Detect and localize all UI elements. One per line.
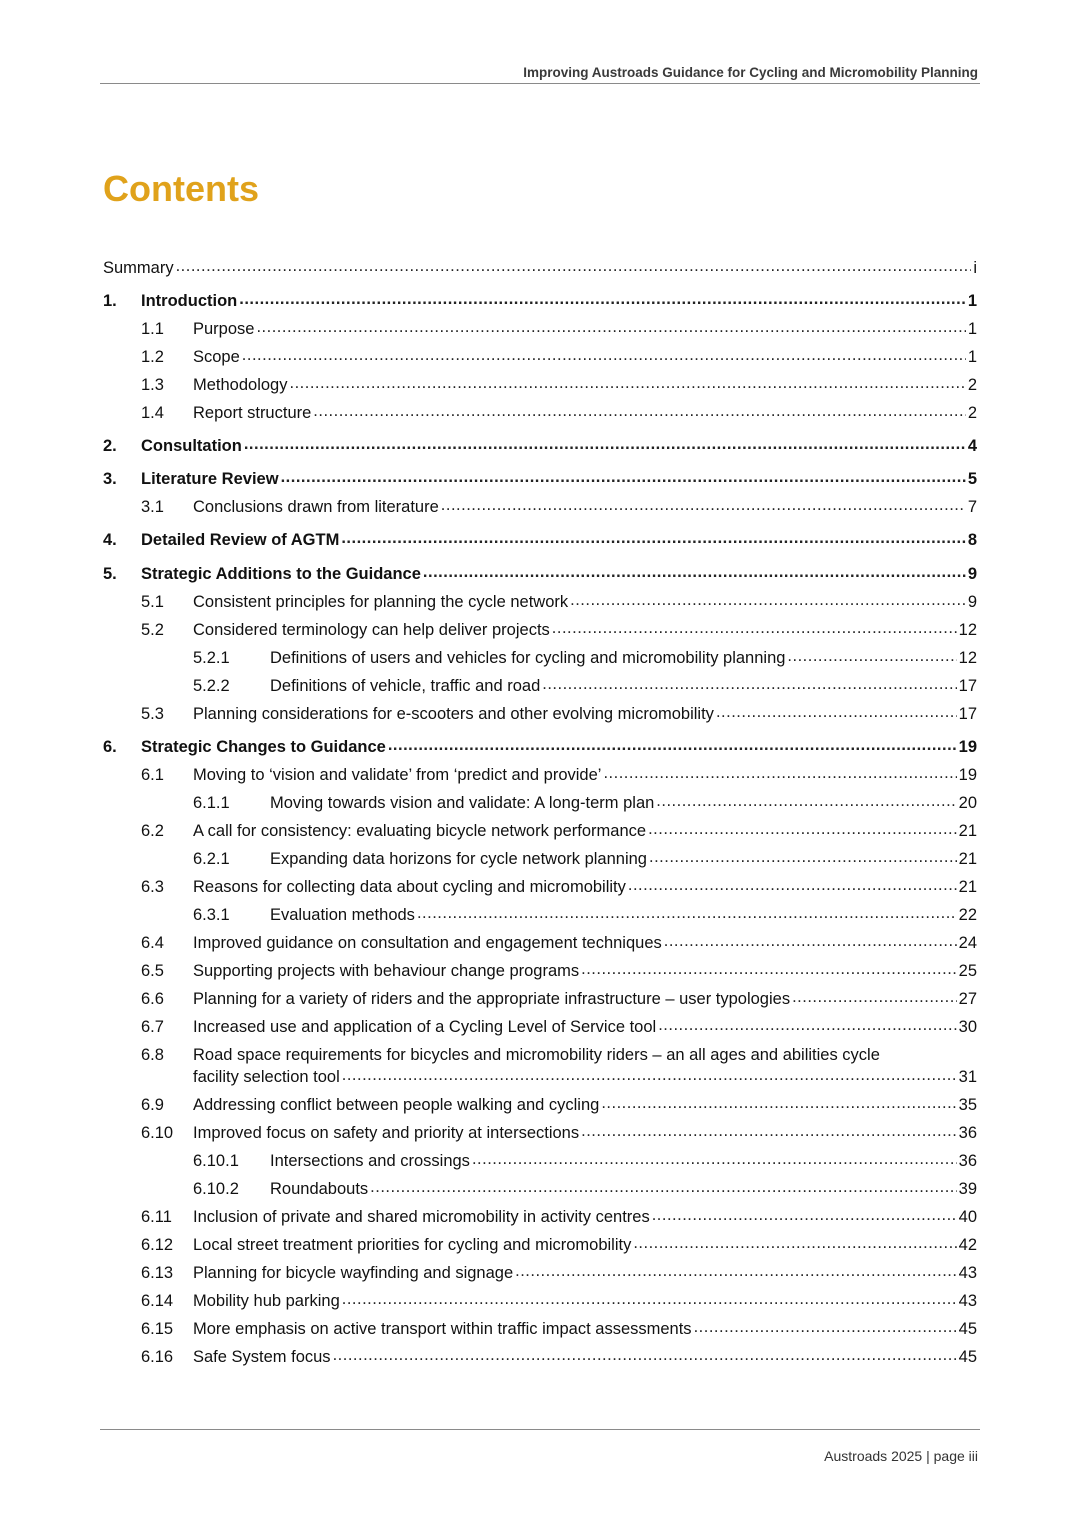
toc-title: More emphasis on active transport within traffic impact assessments bbox=[193, 1320, 692, 1338]
toc-title: Mobility hub parking bbox=[193, 1292, 340, 1310]
toc-title: Definitions of users and vehicles for cycling and micromobility planning bbox=[270, 649, 786, 667]
toc-number: 5.2 bbox=[141, 621, 164, 639]
toc-page-number: 30 bbox=[958, 1018, 977, 1036]
toc-number: 6. bbox=[103, 738, 117, 756]
toc-title: Methodology bbox=[193, 376, 288, 394]
toc-entry[interactable] bbox=[103, 318, 977, 340]
toc-number: 6.1 bbox=[141, 766, 164, 784]
running-header-title: Improving Austroads Guidance for Cycling and Micromobility Planning bbox=[523, 65, 978, 80]
toc-number: 1.4 bbox=[141, 404, 164, 422]
dot-leader bbox=[787, 649, 956, 663]
dot-leader bbox=[313, 404, 966, 418]
toc-entry[interactable] bbox=[103, 529, 977, 551]
toc-page-number: 8 bbox=[967, 531, 977, 549]
toc-number: 6.8 bbox=[141, 1046, 164, 1064]
toc-number: 6.15 bbox=[141, 1320, 174, 1338]
toc-entry[interactable] bbox=[103, 591, 977, 613]
dot-leader bbox=[603, 766, 956, 780]
toc-title: Consistent principles for planning the cycle network bbox=[193, 593, 569, 611]
toc-entry[interactable] bbox=[103, 1150, 977, 1172]
toc-entry[interactable] bbox=[103, 1290, 977, 1312]
toc-page-number: 45 bbox=[958, 1320, 977, 1338]
toc-entry[interactable] bbox=[103, 619, 977, 641]
toc-title: Conclusions drawn from literature bbox=[193, 498, 439, 516]
toc-page-number: 40 bbox=[958, 1208, 977, 1226]
toc-page-number: 12 bbox=[958, 621, 977, 639]
toc-number: 6.5 bbox=[141, 962, 164, 980]
toc-entry[interactable] bbox=[103, 346, 977, 368]
toc-page-number: 2 bbox=[967, 404, 977, 422]
toc-entry[interactable] bbox=[103, 1044, 977, 1066]
toc-number: 6.2.1 bbox=[193, 850, 230, 868]
toc-entry[interactable] bbox=[103, 1346, 977, 1368]
toc-title: Roundabouts bbox=[270, 1180, 369, 1198]
dot-leader bbox=[716, 705, 957, 719]
toc-number: 1.2 bbox=[141, 348, 164, 366]
toc-entry[interactable] bbox=[103, 374, 977, 396]
toc-title: Purpose bbox=[193, 320, 255, 338]
toc-number: 6.10 bbox=[141, 1124, 174, 1142]
toc-page-number: 9 bbox=[967, 565, 977, 583]
toc-entry[interactable] bbox=[103, 1234, 977, 1256]
toc-number: 5. bbox=[103, 565, 117, 583]
toc-title: Definitions of vehicle, traffic and road bbox=[270, 677, 541, 695]
toc-title: Summary bbox=[103, 259, 174, 277]
dot-leader bbox=[341, 531, 965, 545]
toc-page-number: 45 bbox=[958, 1348, 977, 1366]
toc-page-number: 17 bbox=[958, 705, 977, 723]
toc-page-number: 21 bbox=[958, 822, 977, 840]
dot-leader bbox=[242, 348, 966, 362]
dot-leader bbox=[649, 850, 957, 864]
toc-title: Inclusion of private and shared micromobility in activity centres bbox=[193, 1208, 650, 1226]
toc-number: 6.2 bbox=[141, 822, 164, 840]
toc-title: Increased use and application of a Cycling Level of Service tool bbox=[193, 1018, 657, 1036]
toc-number: 6.10.1 bbox=[193, 1152, 239, 1170]
dot-leader bbox=[256, 320, 965, 334]
toc-title: Strategic Additions to the Guidance bbox=[141, 565, 421, 583]
dot-leader bbox=[552, 621, 957, 635]
toc-entry[interactable] bbox=[103, 1094, 977, 1116]
toc-title: Expanding data horizons for cycle network planning bbox=[270, 850, 647, 868]
toc-number: 6.11 bbox=[141, 1208, 172, 1226]
toc-number: 6.16 bbox=[141, 1348, 174, 1366]
toc-page-number: 43 bbox=[958, 1292, 977, 1310]
toc-number: 1. bbox=[103, 292, 117, 310]
dot-leader bbox=[694, 1320, 957, 1334]
toc-page-number: 21 bbox=[958, 850, 977, 868]
dot-leader bbox=[648, 822, 957, 836]
toc-page-number: 24 bbox=[958, 934, 977, 952]
toc-title: Supporting projects with behaviour change programs bbox=[193, 962, 580, 980]
toc-number: 6.6 bbox=[141, 990, 164, 1008]
toc-title: Moving to ‘vision and validate’ from ‘predict and provide’ bbox=[193, 766, 602, 784]
dot-leader bbox=[239, 292, 966, 306]
toc-title: Safe System focus bbox=[193, 1348, 331, 1366]
toc-number: 1.3 bbox=[141, 376, 164, 394]
dot-leader bbox=[472, 1152, 957, 1166]
toc-entry[interactable] bbox=[103, 792, 977, 814]
toc-page-number: 2 bbox=[967, 376, 977, 394]
toc-page-number: 22 bbox=[958, 906, 977, 924]
toc-entry[interactable] bbox=[103, 1122, 977, 1144]
toc-title: Considered terminology can help deliver projects bbox=[193, 621, 550, 639]
toc-number: 5.1 bbox=[141, 593, 164, 611]
dot-leader bbox=[570, 593, 966, 607]
toc-number: 5.2.2 bbox=[193, 677, 230, 695]
toc-page-number: 25 bbox=[958, 962, 977, 980]
dot-leader bbox=[601, 1096, 956, 1110]
dot-leader bbox=[581, 962, 957, 976]
dot-leader bbox=[658, 1018, 956, 1032]
toc-number: 6.3.1 bbox=[193, 906, 230, 924]
dot-leader bbox=[333, 1348, 957, 1362]
toc-entry[interactable] bbox=[103, 257, 977, 279]
dot-leader bbox=[515, 1264, 957, 1278]
toc-title: Literature Review bbox=[141, 470, 279, 488]
toc-page-number: 4 bbox=[967, 437, 977, 455]
toc-number: 3.1 bbox=[141, 498, 164, 516]
toc-title: Strategic Changes to Guidance bbox=[141, 738, 386, 756]
toc-number: 6.12 bbox=[141, 1236, 174, 1254]
toc-entry[interactable] bbox=[103, 904, 977, 926]
toc-page-number: 9 bbox=[967, 593, 977, 611]
toc-page-number: 42 bbox=[958, 1236, 977, 1254]
toc-page-number: 39 bbox=[958, 1180, 977, 1198]
toc-page-number: 17 bbox=[958, 677, 977, 695]
toc-page-number: 21 bbox=[958, 878, 977, 896]
toc-title: Introduction bbox=[141, 292, 238, 310]
dot-leader bbox=[656, 794, 956, 808]
toc-entry[interactable] bbox=[103, 764, 977, 786]
toc-page-number: i bbox=[973, 259, 977, 277]
page-title: Contents bbox=[103, 168, 259, 209]
dot-leader bbox=[542, 677, 956, 691]
toc-number: 6.9 bbox=[141, 1096, 164, 1114]
toc-title: facility selection tool bbox=[193, 1068, 340, 1086]
toc-entry[interactable] bbox=[103, 290, 977, 312]
toc-page-number: 5 bbox=[967, 470, 977, 488]
toc-entry-continuation[interactable] bbox=[103, 1066, 977, 1088]
toc-entry[interactable] bbox=[103, 435, 977, 457]
toc-entry[interactable] bbox=[103, 402, 977, 424]
toc-title: Road space requirements for bicycles and micromobility riders – an all ages and abilities cycle bbox=[193, 1046, 880, 1064]
toc-page-number: 43 bbox=[958, 1264, 977, 1282]
toc-title: Consultation bbox=[141, 437, 242, 455]
footer-divider bbox=[100, 1429, 980, 1430]
toc-entry[interactable] bbox=[103, 932, 977, 954]
header-divider bbox=[100, 83, 980, 84]
toc-entry[interactable] bbox=[103, 496, 977, 518]
dot-leader bbox=[633, 1236, 956, 1250]
dot-leader bbox=[388, 738, 957, 752]
toc-page-number: 1 bbox=[967, 348, 977, 366]
toc-entry[interactable] bbox=[103, 647, 977, 669]
toc-number: 4. bbox=[103, 531, 117, 549]
toc-entry[interactable] bbox=[103, 736, 977, 758]
toc-entry[interactable] bbox=[103, 703, 977, 725]
dot-leader bbox=[417, 906, 957, 920]
toc-entry[interactable] bbox=[103, 1178, 977, 1200]
toc-page-number: 27 bbox=[958, 990, 977, 1008]
toc-title: Improved focus on safety and priority at intersections bbox=[193, 1124, 580, 1142]
toc-entry[interactable] bbox=[103, 848, 977, 870]
dot-leader bbox=[441, 498, 966, 512]
toc-number: 5.2.1 bbox=[193, 649, 230, 667]
toc-number: 6.13 bbox=[141, 1264, 174, 1282]
toc-page-number: 31 bbox=[958, 1068, 977, 1086]
toc-entry[interactable] bbox=[103, 675, 977, 697]
toc-number: 6.3 bbox=[141, 878, 164, 896]
toc-title: Intersections and crossings bbox=[270, 1152, 470, 1170]
toc-entry[interactable] bbox=[103, 563, 977, 585]
dot-leader bbox=[664, 934, 957, 948]
toc-title: Addressing conflict between people walking and cycling bbox=[193, 1096, 600, 1114]
toc-page-number: 20 bbox=[958, 794, 977, 812]
toc-number: 1.1 bbox=[141, 320, 164, 338]
toc-number: 6.14 bbox=[141, 1292, 174, 1310]
footer-page-label: Austroads 2025 | page iii bbox=[824, 1448, 978, 1464]
toc-title: Planning considerations for e-scooters and other evolving micromobility bbox=[193, 705, 714, 723]
toc-title: Scope bbox=[193, 348, 240, 366]
toc-page-number: 35 bbox=[958, 1096, 977, 1114]
dot-leader bbox=[176, 259, 972, 273]
dot-leader bbox=[244, 437, 966, 451]
toc-number: 6.7 bbox=[141, 1018, 164, 1036]
toc-entry[interactable] bbox=[103, 988, 977, 1010]
toc-page-number: 1 bbox=[967, 292, 977, 310]
toc-entry[interactable] bbox=[103, 820, 977, 842]
toc-number: 6.1.1 bbox=[193, 794, 230, 812]
toc-entry[interactable] bbox=[103, 1318, 977, 1340]
dot-leader bbox=[581, 1124, 957, 1138]
toc-title: Local street treatment priorities for cycling and micromobility bbox=[193, 1236, 632, 1254]
toc-page-number: 19 bbox=[958, 738, 977, 756]
toc-number: 3. bbox=[103, 470, 117, 488]
dot-leader bbox=[423, 565, 966, 579]
dot-leader bbox=[342, 1068, 957, 1082]
toc-page-number: 12 bbox=[958, 649, 977, 667]
toc-page-number: 19 bbox=[958, 766, 977, 784]
toc-entry[interactable] bbox=[103, 468, 977, 490]
toc-number: 5.3 bbox=[141, 705, 164, 723]
toc-entry[interactable] bbox=[103, 960, 977, 982]
toc-title: Moving towards vision and validate: A long-term plan bbox=[270, 794, 655, 812]
dot-leader bbox=[652, 1208, 957, 1222]
toc-title: Detailed Review of AGTM bbox=[141, 531, 340, 549]
toc-page-number: 36 bbox=[958, 1124, 977, 1142]
toc-title: Planning for bicycle wayfinding and signage bbox=[193, 1264, 514, 1282]
toc-title: Report structure bbox=[193, 404, 312, 422]
toc-entry[interactable] bbox=[103, 1262, 977, 1284]
toc-title: Reasons for collecting data about cycling and micromobility bbox=[193, 878, 626, 896]
toc-entry[interactable] bbox=[103, 1016, 977, 1038]
dot-leader bbox=[342, 1292, 957, 1306]
dot-leader bbox=[281, 470, 966, 484]
dot-leader bbox=[370, 1180, 956, 1194]
toc-entry[interactable] bbox=[103, 1206, 977, 1228]
toc-page-number: 7 bbox=[967, 498, 977, 516]
toc-entry[interactable] bbox=[103, 876, 977, 898]
toc-number: 6.10.2 bbox=[193, 1180, 239, 1198]
dot-leader bbox=[628, 878, 957, 892]
toc-page-number: 36 bbox=[958, 1152, 977, 1170]
dot-leader bbox=[289, 376, 965, 390]
toc-number: 6.4 bbox=[141, 934, 164, 952]
toc-page-number: 1 bbox=[967, 320, 977, 338]
toc-title: Planning for a variety of riders and the appropriate infrastructure – user typologies bbox=[193, 990, 791, 1008]
dot-leader bbox=[792, 990, 957, 1004]
toc-title: Evaluation methods bbox=[270, 906, 415, 924]
toc-title: Improved guidance on consultation and engagement techniques bbox=[193, 934, 662, 952]
toc-title: A call for consistency: evaluating bicycle network performance bbox=[193, 822, 647, 840]
toc-number: 2. bbox=[103, 437, 117, 455]
